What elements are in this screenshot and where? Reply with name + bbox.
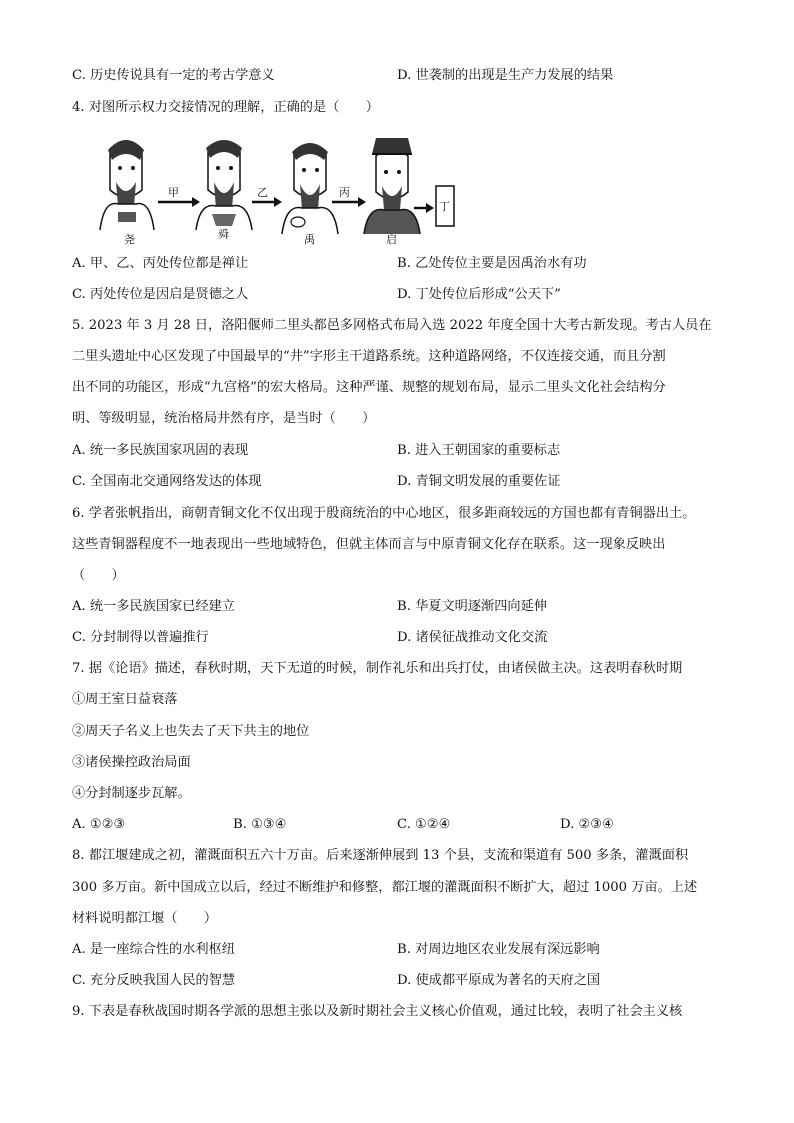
person-label-qi: 启 xyxy=(386,233,397,246)
person-label-yao: 尧 xyxy=(124,233,135,246)
q6-option-c: C. 分封制得以普遍推行 xyxy=(72,630,209,645)
q4-figure xyxy=(96,130,456,245)
q5-line-2: 二里头遗址中心区发现了中国最早的“井”字形主干道路系统。这种道路网络，不仅连接交通，而且分割 xyxy=(72,349,666,364)
q7-item-1: ①周王室日益衰落 xyxy=(72,692,178,707)
q6-line-1: 6. 学者张帆指出，商朝青铜文化不仅出现于殷商统治的中心地区，很多距商较远的方国也都有青铜器出土。 xyxy=(72,506,696,521)
q4-option-d: D. 丁处传位后形成“公天下” xyxy=(397,287,561,302)
q6-line-3: （ ） xyxy=(72,568,125,583)
q7-option-b: B. ①③④ xyxy=(233,817,287,832)
person-yao-illustration xyxy=(100,140,154,230)
q8-line-1: 8. 都江堰建成之初，灌溉面积五六十万亩。后来逐渐伸展到 13 个县，支流和渠道有 500 多条，灌溉面积 xyxy=(72,848,689,863)
q7-item-3: ③诸侯操控政治局面 xyxy=(72,755,191,770)
q5-line-4: 明、等级明显，统治格局井然有序，是当时（ ） xyxy=(72,411,376,426)
q3-option-c: C. 历史传说具有一定的考古学意义 xyxy=(72,68,275,83)
q8-option-b: B. 对周边地区农业发展有深远影响 xyxy=(397,942,600,957)
q5-line-3: 出不同的功能区，形成“九宫格”的宏大格局。这种严谨、规整的规划布局，显示二里头文化社会结构分 xyxy=(72,380,666,395)
q4-option-a: A. 甲、乙、丙处传位都是禅让 xyxy=(72,256,249,271)
arrow-label-jia: 甲 xyxy=(168,186,179,199)
q5-option-b: B. 进入王朝国家的重要标志 xyxy=(397,443,561,458)
q6-line-2: 这些青铜器程度不一地表现出一些地域特色，但就主体而言与中原青铜文化存在联系。这一现象反映出 xyxy=(72,537,666,552)
q8-option-d: D. 使成都平原成为著名的天府之国 xyxy=(397,973,601,988)
q3-option-d: D. 世袭制的出现是生产力发展的结果 xyxy=(397,68,614,83)
arrow-label-bing: 丙 xyxy=(339,186,350,199)
q4-stem: 4. 对图所示权力交接情况的理解，正确的是（ ） xyxy=(72,100,379,115)
person-shun-illustration xyxy=(196,140,252,230)
person-yu-illustration xyxy=(282,143,338,234)
q7-item-4: ④分封制逐步瓦解。 xyxy=(72,786,191,801)
person-qi-illustration xyxy=(364,138,420,234)
arrow-label-yi: 乙 xyxy=(257,186,268,199)
person-label-shun: 舜 xyxy=(218,228,229,241)
q6-option-a: A. 统一多民族国家已经建立 xyxy=(72,599,235,614)
q8-option-c: C. 充分反映我国人民的智慧 xyxy=(72,973,236,988)
box-label-ding: 丁 xyxy=(439,200,450,213)
q8-line-3: 材料说明都江堰（ ） xyxy=(72,911,218,926)
q5-option-a: A. 统一多民族国家巩固的表现 xyxy=(72,443,249,458)
q8-option-a: A. 是一座综合性的水利枢纽 xyxy=(72,942,235,957)
q4-option-b: B. 乙处传位主要是因禹治水有功 xyxy=(397,256,587,271)
person-label-yu: 禹 xyxy=(304,233,315,246)
arrow-ding xyxy=(414,203,434,213)
q5-option-d: D. 青铜文明发展的重要佐证 xyxy=(397,474,561,489)
q7-option-c: C. ①②④ xyxy=(397,817,451,832)
q8-line-2: 300 多万亩。新中国成立以后，经过不断维护和修整，都江堰的灌溉面积不断扩大，超过 1000 万亩。上述 xyxy=(72,880,698,895)
q4-illustration xyxy=(96,130,456,245)
q6-option-b: B. 华夏文明逐渐四向延伸 xyxy=(397,599,547,614)
q7-item-2: ②周天子名义上也失去了天下共主的地位 xyxy=(72,724,310,739)
arrow-jia xyxy=(158,197,200,207)
q9-line-1: 9. 下表是春秋战国时期各学派的思想主张以及新时期社会主义核心价值观，通过比较，表明了社会主义核 xyxy=(72,1004,683,1019)
q4-option-c: C. 丙处传位是因启是贤德之人 xyxy=(72,287,249,302)
q5-option-c: C. 全国南北交通网络发达的体现 xyxy=(72,474,262,489)
q6-option-d: D. 诸侯征战推动文化交流 xyxy=(397,630,548,645)
q7-option-a: A. ①②③ xyxy=(72,817,126,832)
q5-line-1: 5. 2023 年 3 月 28 日，洛阳偃师二里头都邑多网格式布局入选 2022 年度全国十大考古新发现。考古人员在 xyxy=(72,318,712,333)
q7-option-d: D. ②③④ xyxy=(560,817,614,832)
q7-line-1: 7. 据《论语》描述，春秋时期，天下无道的时候，制作礼乐和出兵打仗，由诸侯做主决。这表明春秋时期 xyxy=(72,661,683,676)
